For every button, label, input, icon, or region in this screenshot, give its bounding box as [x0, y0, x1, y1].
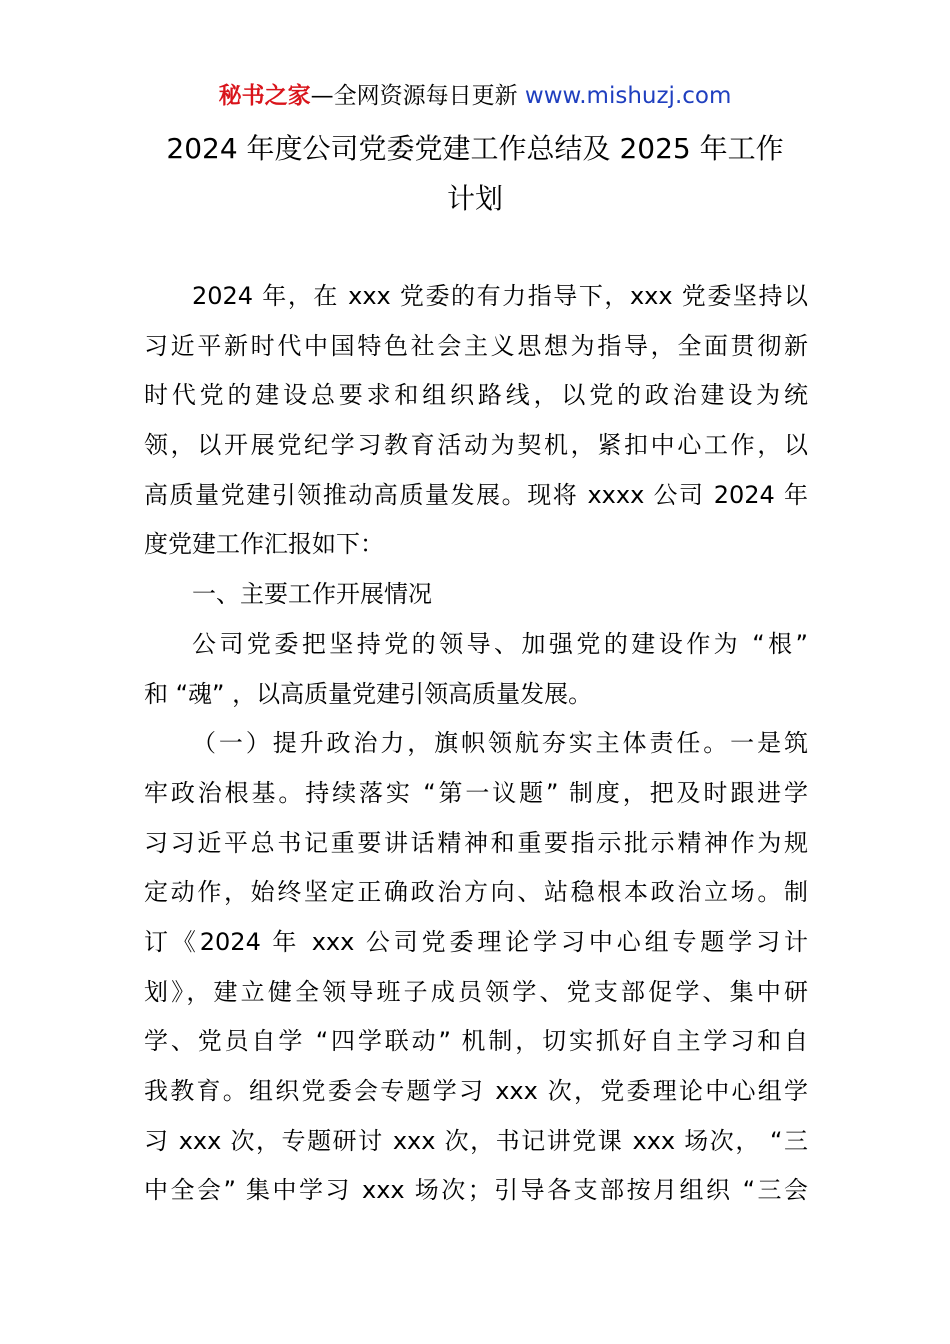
paragraph-intro-line: 度党建工作汇报如下：: [144, 530, 384, 559]
paragraph-line: 公司党委把坚持党的领导、加强党的建设作为 “根”: [192, 629, 808, 658]
paragraph-line: 牢政治根基。持续落实 “第一议题” 制度，把及时跟进学: [144, 778, 808, 807]
paragraph-intro-line: 2024 年，在 xxx 党委的有力指导下，xxx 党委坚持以: [192, 282, 808, 310]
paragraph-line: 定动作，始终坚定正确政治方向、站稳根本政治立场。制: [144, 878, 808, 907]
paragraph-intro-line: 领，以开展党纪学习教育活动为契机，紧扣中心工作，以: [144, 431, 808, 460]
paragraph-intro-line: 时代党的建设总要求和组织路线，以党的政治建设为统: [144, 381, 808, 410]
document-body: [144, 272, 808, 1216]
paragraph-intro-line: 高质量党建引领推动高质量发展。现将 xxxx 公司 2024 年: [144, 480, 808, 509]
paragraph-line: 订《2024 年 xxx 公司党委理论学习中心组专题学习计: [144, 927, 808, 956]
section-heading: 一、主要工作开展情况: [192, 580, 432, 609]
paragraph-line: （一）提升政治力，旗帜领航夯实主体责任。一是筑: [192, 729, 808, 758]
paragraph-line: 中全会” 集中学习 xxx 场次；引导各支部按月组织 “三会: [144, 1176, 808, 1205]
paragraph-line: 学、党员自学 “四学联动” 机制，切实抓好自主学习和自: [144, 1027, 808, 1056]
paragraph-line: 习 xxx 次，专题研讨 xxx 次，书记讲党课 xxx 场次， “三: [144, 1126, 808, 1155]
site-url-link[interactable]: www.mishuzj.com: [524, 83, 732, 109]
paragraph-line: 习习近平总书记重要讲话精神和重要指示批示精神作为规: [144, 828, 808, 857]
paragraph-line: 和 “魂” ，以高质量党建引领高质量发展。: [144, 679, 593, 708]
paragraph-intro-line: 习近平新时代中国特色社会主义思想为指导，全面贯彻新: [144, 331, 808, 360]
site-header: [0, 80, 950, 112]
paragraph-line: 我教育。组织党委会专题学习 xxx 次，党委理论中心组学: [144, 1077, 808, 1105]
document-title-line-1: 2024 年度公司党委党建工作总结及 2025 年工作: [166, 132, 784, 165]
paragraph-line: 划》，建立健全领导班子成员领学、党支部促学、集中研: [144, 977, 808, 1006]
document-title-line-2: 计划: [446, 182, 503, 215]
site-brand: 秘书之家: [218, 83, 311, 109]
site-slogan: —全网资源每日更新: [310, 83, 525, 109]
document-title: [120, 124, 830, 224]
